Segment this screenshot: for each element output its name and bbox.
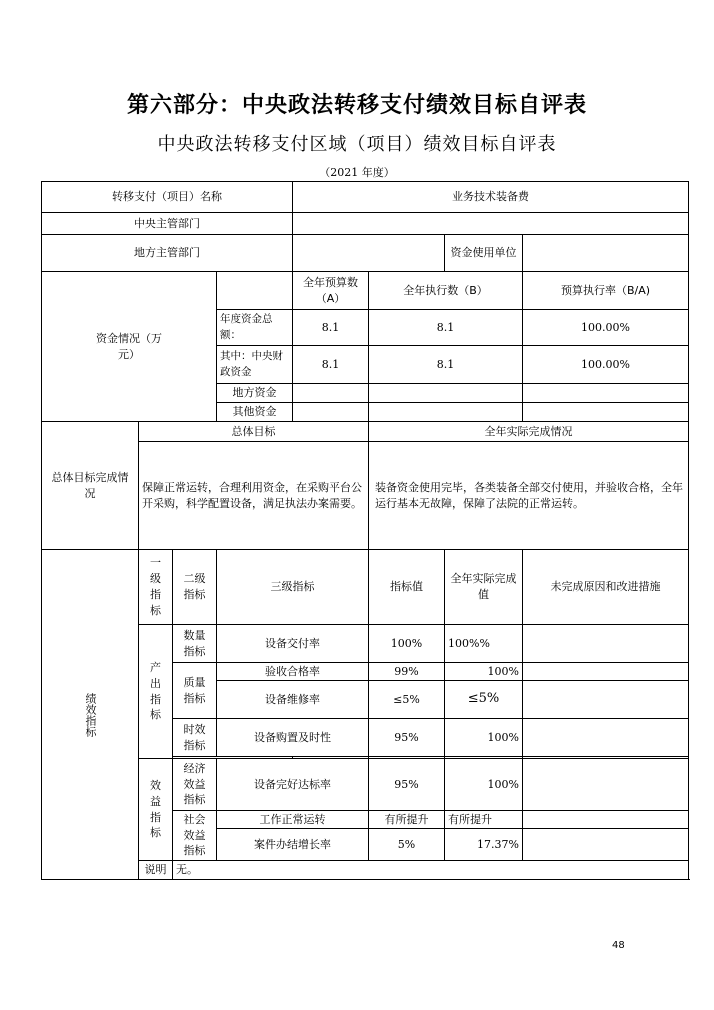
indicator-target: 5% xyxy=(369,829,445,861)
funds-label xyxy=(42,272,217,422)
overall-actual-text: 装备资金使用完毕，各类装备全部交付使用，并验收合格，全年运行基本无故障，保障了法院的正常运转。 xyxy=(369,442,689,550)
perf-header-level2-text: 二级指标 xyxy=(183,572,206,601)
indicator-name: 设备维修率 xyxy=(217,681,369,719)
indicator-reason xyxy=(523,625,689,663)
local-dept-value xyxy=(293,235,445,272)
perf-header-target: 指标值 xyxy=(369,550,445,625)
funds-row-exec: 8.1 xyxy=(369,346,523,384)
indicator-actual: 100% xyxy=(445,759,523,811)
indicator-reason xyxy=(523,681,689,719)
funds-row-rate: 100.00% xyxy=(523,310,689,346)
overall-actual-header: 全年实际完成情况 xyxy=(369,422,689,442)
overall-goal-text: 保障正常运转，合理利用资金，在采购平台公开采购，科学配置设备，满足执法办案需要。 xyxy=(139,442,369,550)
indicator-reason xyxy=(523,829,689,861)
benefit-indicator-text: 效益指标 xyxy=(150,778,161,840)
funds-row-label: 其他资金 xyxy=(217,403,293,422)
quality-indicator-text: 质量指标 xyxy=(183,675,206,705)
quality-indicator-label xyxy=(173,663,217,719)
funds-header-blank xyxy=(217,272,293,310)
perf-header-reason: 未完成原因和改进措施 xyxy=(523,550,689,625)
indicator-target: ≤5% xyxy=(369,681,445,719)
indicator-actual: 17.37% xyxy=(445,829,523,861)
output-indicator-label xyxy=(139,625,173,759)
indicator-reason xyxy=(523,811,689,829)
indicator-reason xyxy=(523,759,689,811)
overall-label xyxy=(42,422,139,550)
quantity-indicator-label xyxy=(173,625,217,663)
indicator-name: 案件办结增长率 xyxy=(217,829,369,861)
perf-header-level1-text: 一级指标 xyxy=(150,556,161,617)
fund-unit-label: 资金使用单位 xyxy=(445,235,523,272)
indicator-name: 设备完好达标率 xyxy=(217,759,369,811)
funds-label-text: 资金情况（万元） xyxy=(96,331,162,361)
indicator-name: 设备交付率 xyxy=(217,625,369,663)
central-dept-value xyxy=(293,213,689,235)
central-dept-label: 中央主管部门 xyxy=(42,213,293,235)
funds-row-rate: 100.00% xyxy=(523,346,689,384)
perf-header-level2 xyxy=(173,550,217,625)
overall-label-text: 总体目标完成情况 xyxy=(51,470,129,500)
indicator-name: 工作正常运转 xyxy=(217,811,369,829)
local-dept-label: 地方主管部门 xyxy=(42,235,293,272)
project-name-label: 转移支付（项目）名称 xyxy=(42,182,293,213)
funds-col-rate: 预算执行率（B/A) xyxy=(523,272,689,310)
funds-col-budget: 全年预算数（A） xyxy=(293,272,369,310)
project-name-value: 业务技术装备费 xyxy=(293,182,689,213)
indicator-actual: 100% xyxy=(445,663,523,681)
note-label: 说明 xyxy=(139,861,173,880)
indicator-target: 有所提升 xyxy=(369,811,445,829)
social-indicator-text: 社会效益指标 xyxy=(183,812,206,858)
economic-indicator-label xyxy=(173,759,217,811)
funds-row-exec: 8.1 xyxy=(369,310,523,346)
indicator-actual: 有所提升 xyxy=(445,811,523,829)
fund-unit-value xyxy=(523,235,689,272)
indicator-actual: 100%% xyxy=(445,625,523,663)
funds-row-rate xyxy=(523,403,689,422)
social-indicator-label xyxy=(173,811,217,861)
perf-header-level1 xyxy=(139,550,173,625)
output-indicator-text: 产出指标 xyxy=(150,660,161,722)
indicator-actual: ≤5% xyxy=(445,681,523,719)
year-label: （2021 年度） xyxy=(319,166,395,179)
overall-goal-header: 总体目标 xyxy=(139,422,369,442)
funds-row-budget: 8.1 xyxy=(293,310,369,346)
perf-label-text: 绩效指标 xyxy=(83,692,97,737)
funds-col-exec: 全年执行数（B） xyxy=(369,272,523,310)
funds-row-exec xyxy=(369,384,523,403)
funds-row-label: 年度资金总额： xyxy=(217,310,293,346)
indicator-name: 设备购置及时性 xyxy=(217,719,369,757)
sub-title: 中央政法转移支付区域（项目）绩效目标自评表 xyxy=(157,134,557,155)
funds-row-budget xyxy=(293,384,369,403)
time-indicator-label xyxy=(173,719,217,757)
main-title: 第六部分：中央政法转移支付绩效目标自评表 xyxy=(126,93,587,118)
funds-row-budget: 8.1 xyxy=(293,346,369,384)
time-indicator-text: 时效指标 xyxy=(183,722,206,752)
indicator-target: 95% xyxy=(369,719,445,757)
perf-label xyxy=(42,550,139,880)
indicator-actual: 100% xyxy=(445,719,523,757)
indicator-target: 95% xyxy=(369,759,445,811)
funds-row-exec xyxy=(369,403,523,422)
note-value: 无。 xyxy=(173,861,689,880)
funds-row-label: 地方资金 xyxy=(217,384,293,403)
indicator-target: 100% xyxy=(369,625,445,663)
funds-row-rate xyxy=(523,384,689,403)
perf-header-level3: 三级指标 xyxy=(217,550,369,625)
perf-header-actual: 全年实际完成值 xyxy=(445,550,523,625)
indicator-target: 99% xyxy=(369,663,445,681)
quantity-indicator-text: 数量指标 xyxy=(183,628,206,658)
page-number: 48 xyxy=(612,940,625,951)
indicator-reason xyxy=(523,719,689,757)
indicator-reason xyxy=(523,663,689,681)
self-evaluation-table xyxy=(41,181,689,880)
economic-indicator-text: 经济效益指标 xyxy=(183,761,206,807)
funds-row-budget xyxy=(293,403,369,422)
funds-row-label: 其中：中央财政资金 xyxy=(217,346,293,384)
benefit-indicator-label xyxy=(139,759,173,861)
indicator-name: 验收合格率 xyxy=(217,663,369,681)
